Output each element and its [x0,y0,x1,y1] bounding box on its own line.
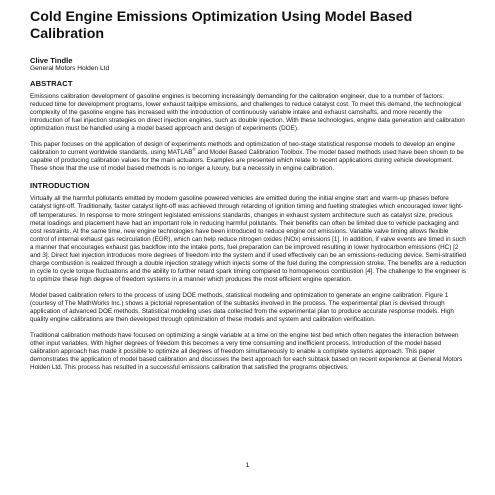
abstract-paragraph-2-start: This paper focuses on the application of design of experiments methods and optimization of two-stage statistical response models to develop an engine calibration to current worldwide standards, using MATLAB [30,141,455,157]
author-name: Clive Tindle [30,56,73,65]
introduction-paragraph-3: Traditional calibration methods have focused on optimizing a single variable at a time on the engine test bed which often negates the interaction between other input variables. With higher degrees of freedom this becomes a very time consuming and inefficient process. Introduction of the model based calibration approach has made it possible to optimize all degrees of freedom simultaneously to enable a complete systems approach. This paper demonstrates the application of model based calibration and discusses the best approach for each subtask based on recent experience at General Motors Holden Ltd. This process has resulted in a successful emissions calibration that satisfied the programs objectives. [30,332,463,372]
registered-mark: ® [192,147,196,153]
abstract-paragraph-1: Emissions calibration development of gasoline engines is becoming increasingly demanding for the calibration engineer, due to a number of factors: reduced time for development programs, lower exhaust tailpipe emissions, and challenges to reduce catalyst cost. To meet this demand, the technological complexity of the gasoline engine has increased with the introduction of continuously variable intake and exhaust camshafts, and more recently the introduction of fuel injection strategies on direct injection engines, such as double injection. With these technologies, engine data generation and calibration optimization must be handled using a model based approach and design of experiments (DOE). [30,93,465,133]
paper-title: Cold Engine Emissions Optimization Using Model Based Calibration [30,9,413,42]
introduction-paragraph-2: Model based calibration refers to the process of using DOE methods, statistical modeling and optimization to generate an engine calibration. Figure 1 (courtesy of The MathWorks Inc.) shows a pictorial representation of the subtasks involved in the process. The experimental plan is devised through application of advanced DOE methods. Statistical modeling uses data collected from the experimental plan to produce accurate response models. High quality engine calibrations are then developed through optimization of these models and system and calibration verification. [30,291,454,324]
introduction-heading: INTRODUCTION [30,181,90,191]
introduction-paragraph-1: Virtually all the harmful pollutants emitted by modern gasoline powered vehicles are emitted during the initial engine start and warm-up phases before catalyst light-off. Traditionally, faster catalyst light-off was achieved through retarding of ignition timing and fuelling strategies which encouraged lower light-off temperatures. In response to more stringent legislated emissions standards, changes in exhaust system architecture such as catalyst size, precious metal loadings and placement have had an important role in reducing harmful pollutants. Their benefits can often be limited due to vehicle packaging and cost restraints. At the same time, new engine technologies have been introduced to reduce engine out emissions. Variable valve timing allows flexible control of internal exhaust gas recirculation (EGR), which can help reduce nitrogen oxides (NOx) emissions [1]. In addition, if valve events are timed in such a manner that encourages exhaust gas backflow into the intake ports, fuel preparation can be improved resulting in lower hydrocarbon emissions (HC) [2 and 3]. Direct fuel injection introduces more degrees of freedom into the system and if used effectively can be an emissions-reducing device. Semi-stratified charge combustion is realized through a double injection strategy which injects some of the fuel during the compression stroke. The benefits are a reduction in cycle to cycle torque fluctuations and the ability to further retard spark timing compared to homogeneous combustion [4]. The challenge to the engineer is to optimize these high degree of freedom systems in a manner which produces the most efficient engine operation. [30,195,467,283]
author-affiliation: General Motors Holden Ltd [30,65,110,72]
page-number: 1 [245,462,250,469]
abstract-heading: ABSTRACT [30,79,73,88]
abstract-paragraph-2 [30,141,468,173]
abstract-paragraph-2-end: and Model Based Calibration Toolbox. The model based methods used have been shown to be capable of producing calibration values for the main actuators. Examples are presented which relate to recent applications during vehicle development. These show that the use of model based methods is no longer a luxury, but a necessity in engine calibration. [30,149,464,173]
